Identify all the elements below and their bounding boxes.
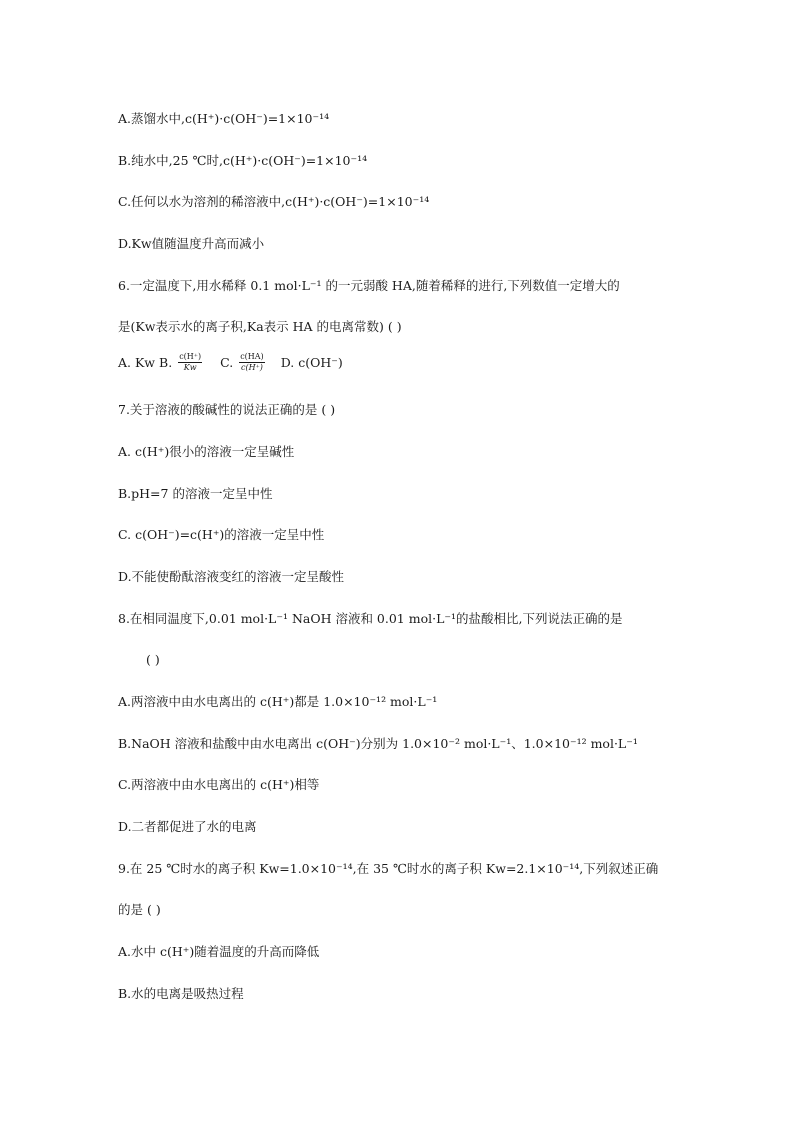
q9-stem-line1: 9.在 25 ℃时水的离子积 Kw=1.0×10⁻¹⁴,在 35 ℃时水的离子积 Kw=2.1×10⁻¹⁴,下列叙述正确	[118, 861, 659, 876]
q6-option-b-fraction	[178, 352, 202, 373]
q5-option-c: C.任何以水为溶剂的稀溶液中,c(H⁺)·c(OH⁻)=1×10⁻¹⁴	[118, 194, 430, 209]
q6-option-a: A. Kw	[118, 354, 156, 370]
fraction-numerator: c(HA)	[240, 352, 264, 361]
q6-option-c-prefix: C.	[220, 354, 234, 370]
q6-option-b-prefix: B.	[159, 354, 173, 370]
q6-options	[118, 352, 343, 373]
q6-option-c-fraction	[239, 352, 264, 373]
q8-option-d: D.二者都促进了水的电离	[118, 819, 257, 834]
q5-option-d: D.Kw值随温度升高而减小	[118, 236, 265, 251]
q8-option-a: A.两溶液中由水电离出的 c(H⁺)都是 1.0×10⁻¹² mol·L⁻¹	[118, 694, 438, 709]
fraction-denominator: c(H⁺)	[240, 363, 263, 372]
q9-stem-line2: 的是 ( )	[118, 902, 161, 917]
q7-option-c: C. c(OH⁻)=c(H⁺)的溶液一定呈中性	[118, 527, 325, 542]
q8-option-b: B.NaOH 溶液和盐酸中由水电离出 c(OH⁻)分别为 1.0×10⁻² mol·L⁻¹、1.0×10⁻¹² mol·L⁻¹	[118, 736, 638, 751]
q8-option-c: C.两溶液中由水电离出的 c(H⁺)相等	[118, 777, 320, 792]
q7-option-d: D.不能使酚酞溶液变红的溶液一定呈酸性	[118, 569, 345, 584]
q8-stem-line2: ( )	[146, 652, 160, 667]
q7-option-b: B.pH=7 的溶液一定呈中性	[118, 486, 273, 501]
q9-option-b: B.水的电离是吸热过程	[118, 986, 244, 1001]
q5-option-a: A.蒸馏水中,c(H⁺)·c(OH⁻)=1×10⁻¹⁴	[118, 111, 330, 126]
q6-stem-line1: 6.一定温度下,用水稀释 0.1 mol·L⁻¹ 的一元弱酸 HA,随着稀释的进行,下列数值一定增大的	[118, 278, 620, 293]
q7-option-a: A. c(H⁺)很小的溶液一定呈碱性	[118, 444, 295, 459]
q9-option-a: A.水中 c(H⁺)随着温度的升高而降低	[118, 944, 320, 959]
q6-stem-line2: 是(Kw表示水的离子积,Ka表示 HA 的电离常数) ( )	[118, 319, 402, 334]
q7-stem: 7.关于溶液的酸碱性的说法正确的是 ( )	[118, 402, 336, 417]
q5-option-b: B.纯水中,25 ℃时,c(H⁺)·c(OH⁻)=1×10⁻¹⁴	[118, 153, 368, 168]
q6-option-d: D. c(OH⁻)	[280, 354, 343, 370]
fraction-denominator: Kw	[183, 363, 197, 372]
q8-stem-line1: 8.在相同温度下,0.01 mol·L⁻¹ NaOH 溶液和 0.01 mol·L⁻¹的盐酸相比,下列说法正确的是	[118, 611, 623, 626]
fraction-numerator: c(H⁺)	[179, 352, 202, 361]
